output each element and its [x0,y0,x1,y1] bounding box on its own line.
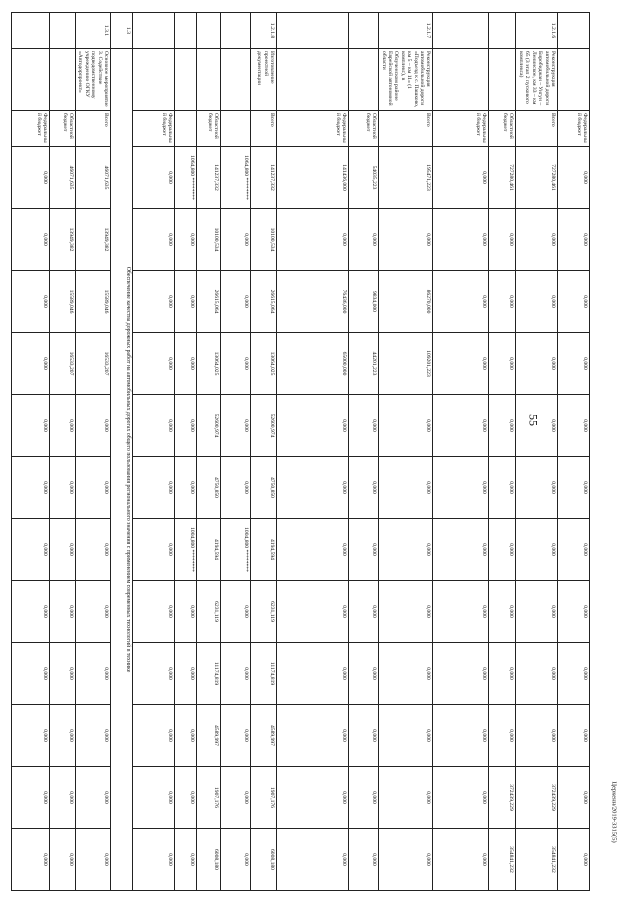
value-cell: 0,000 [175,457,197,519]
value-cell: 0,000 [349,581,379,643]
value-cell: 0,000 [558,643,590,705]
value-cell: 0,000 [11,519,49,581]
row-code [11,13,49,49]
funding-source: Областной бюджет [49,111,75,147]
value-cell: 0,000 [433,271,489,333]
value-cell: 0,000 [49,705,75,767]
value-cell: 0,000 [75,395,110,457]
value-cell: 52600,974 [251,395,277,457]
value-cell: 0,000 [175,829,197,891]
value-cell: 0,000 [379,767,433,829]
table-row [49,13,75,891]
table-row [379,13,433,891]
value-cell: 141436,000 [277,147,349,209]
value-cell: 0,000 [558,767,590,829]
row-name [11,49,49,111]
row-name: Основное мероприятие 3. Содействие подведомственному учреждению ОГКУ «Автодорпроект» [75,49,110,111]
value-cell: 0,000 [221,705,251,767]
table-row [433,13,489,891]
value-cell: 1064,800 ******** [221,147,251,209]
value-cell: 1004,800 ******** [221,519,251,581]
value-cell: 0,000 [349,643,379,705]
value-cell: 10100,534 [197,209,221,271]
value-cell: 0,000 [433,705,489,767]
value-cell: 0,000 [558,209,590,271]
value-cell: 0,000 [221,829,251,891]
value-cell: 0,000 [433,209,489,271]
row-name [221,49,251,111]
value-cell: 0,000 [379,457,433,519]
row-name [133,49,175,111]
value-cell: 0,000 [379,643,433,705]
value-cell: 0,000 [75,581,110,643]
value-cell: 9834,000 [349,271,379,333]
value-cell: 0,000 [11,333,49,395]
value-cell: 0,000 [489,457,516,519]
value-cell: 0,000 [133,705,175,767]
value-cell: 0,000 [558,457,590,519]
value-cell: 354841,232 [489,829,516,891]
row-code [349,13,379,49]
value-cell: 0,000 [558,829,590,891]
value-cell: 0,000 [516,271,558,333]
value-cell: 0,000 [516,395,558,457]
value-cell: 0,000 [558,705,590,767]
value-cell: 13064,025 [251,333,277,395]
value-cell: 54035,223 [349,147,379,209]
section-row [111,13,133,891]
value-cell: 0,000 [379,519,433,581]
row-name [277,49,349,111]
value-cell: 0,000 [175,395,197,457]
value-cell: 0,000 [133,209,175,271]
row-name [175,49,197,111]
value-cell: 354841,232 [516,829,558,891]
value-cell: 372439,229 [516,767,558,829]
value-cell: 0,000 [133,147,175,209]
value-cell: 0,000 [379,395,433,457]
value-cell: 109201,223 [379,333,433,395]
value-cell: 0,000 [433,457,489,519]
table-row [197,13,221,891]
value-cell: 0,000 [133,643,175,705]
value-cell: 0,000 [379,581,433,643]
value-cell: 0,000 [349,705,379,767]
value-cell: 0,000 [516,457,558,519]
table-row [516,13,558,891]
value-cell: 0,000 [11,643,49,705]
value-cell: 65000,000 [277,333,349,395]
funding-source: Областной бюджет [489,111,516,147]
table-row [349,13,379,891]
value-cell: 0,000 [11,767,49,829]
value-cell: 0,000 [11,457,49,519]
funding-source: Федеральный бюджет [433,111,489,147]
value-cell: 86270,000 [379,271,433,333]
value-cell: 0,000 [433,147,489,209]
value-cell: 727280,461 [489,147,516,209]
table-row [277,13,349,891]
value-cell: 0,000 [433,767,489,829]
value-cell: 76436,000 [277,271,349,333]
value-cell: 0,000 [379,209,433,271]
value-cell: 4589,997 [251,705,277,767]
value-cell: 0,000 [221,767,251,829]
value-cell: 0,000 [433,829,489,891]
row-code: 1.3.1 [75,13,110,49]
value-cell: 0,000 [49,643,75,705]
value-cell: 0,000 [277,457,349,519]
funding-source [175,111,197,147]
value-cell: 0,000 [379,829,433,891]
row-code: 1.2.1.7 [379,13,433,49]
value-cell: 0,000 [349,519,379,581]
value-cell: 0,000 [133,457,175,519]
value-cell: 0,000 [11,395,49,457]
value-cell: 0,000 [516,643,558,705]
value-cell: 4589,997 [197,705,221,767]
value-cell: 1004,800 ******** [175,519,197,581]
funding-source: Всего [516,111,558,147]
row-name [558,49,590,111]
value-cell: 0,000 [49,395,75,457]
table-row [133,13,175,891]
value-cell: 52600,974 [197,395,221,457]
value-cell: 46071,635 [75,147,110,209]
funding-source: Всего [251,111,277,147]
value-cell: 0,000 [489,271,516,333]
value-cell: 0,000 [11,271,49,333]
value-cell: 0,000 [133,333,175,395]
value-cell: 0,000 [133,271,175,333]
value-cell: 0,000 [349,395,379,457]
value-cell: 0,000 [11,829,49,891]
row-name [49,49,75,111]
value-cell: 0,000 [433,581,489,643]
value-cell: 0,000 [175,209,197,271]
value-cell: 0,000 [558,147,590,209]
value-cell: 0,000 [558,271,590,333]
value-cell: 0,000 [49,829,75,891]
value-cell: 0,000 [516,581,558,643]
budget-table [11,12,590,891]
value-cell: 0,000 [489,209,516,271]
value-cell: 0,000 [277,395,349,457]
value-cell: 6008,180 [197,829,221,891]
value-cell: 0,000 [349,457,379,519]
value-cell: 372439,229 [489,767,516,829]
value-cell: 1907,176 [197,767,221,829]
table-row [489,13,516,891]
value-cell: 0,000 [277,643,349,705]
value-cell: 0,000 [221,271,251,333]
value-cell: 13949,382 [49,209,75,271]
value-cell: 13064,025 [197,333,221,395]
value-cell: 0,000 [11,209,49,271]
value-cell: 0,000 [516,209,558,271]
row-code [133,13,175,49]
value-cell: 0,000 [516,519,558,581]
value-cell: 0,000 [277,705,349,767]
row-name: Реконструкция автомобильной дороги «Подъезд к с. Пашково, км 5 – км 11» (1 комплекс), в Облученском районе Еврейской автономной области [379,49,433,111]
table-row [11,13,49,891]
value-cell: 141237,332 [251,147,277,209]
table-row [558,13,590,891]
value-cell: 4194,594 [251,519,277,581]
value-cell: 0,000 [558,581,590,643]
funding-source: Всего [379,111,433,147]
row-name [489,49,516,111]
table-row [175,13,197,891]
value-cell: 6008,180 [251,829,277,891]
row-code: 1.3 [111,13,133,49]
funding-source [221,111,251,147]
value-cell: 0,000 [349,829,379,891]
value-cell: 0,000 [75,767,110,829]
value-cell: 0,000 [221,333,251,395]
value-cell: 0,000 [277,519,349,581]
value-cell: 26615,064 [251,271,277,333]
value-cell: 0,000 [516,333,558,395]
value-cell: 0,000 [49,581,75,643]
row-code [489,13,516,49]
table-body [11,13,589,891]
value-cell: 10100,534 [251,209,277,271]
value-cell: 727280,461 [516,147,558,209]
funding-source: Федеральный бюджет [558,111,590,147]
page-number: 55 [526,414,541,426]
row-code [197,13,221,49]
row-name [197,49,221,111]
table-row [251,13,277,891]
value-cell: 0,000 [133,519,175,581]
value-cell: 0,000 [11,705,49,767]
value-cell: 0,000 [133,581,175,643]
value-cell: 16533,207 [75,333,110,395]
value-cell: 0,000 [349,209,379,271]
value-cell: 0,000 [175,643,197,705]
table-row [221,13,251,891]
value-cell: 0,000 [133,395,175,457]
value-cell: 16533,207 [49,333,75,395]
value-cell: 0,000 [221,643,251,705]
section-title: Обеспечение качества дорожных работ на автомобильных дорогах общего пользования регионального значения с применением современных технологий в технике [111,49,133,891]
value-cell: 26615,064 [197,271,221,333]
value-cell: 0,000 [433,333,489,395]
value-cell: 0,000 [277,767,349,829]
row-code [558,13,590,49]
value-cell: 0,000 [433,395,489,457]
value-cell: 0,000 [175,333,197,395]
value-cell: 4750,850 [197,457,221,519]
row-code [277,13,349,49]
funding-source: Федеральный бюджет [11,111,49,147]
funding-source: Областной бюджет [197,111,221,147]
funding-source: Областной бюджет [349,111,379,147]
value-cell: 15589,046 [49,271,75,333]
row-code [221,13,251,49]
value-cell: 0,000 [277,829,349,891]
row-code: 1.2.1.8 [251,13,277,49]
row-name: Реконструкция автомобильной дороги Биробиджан – Унгун – Ленинское, км 33 – км 65 (3 этап 2 пускового комплекса) [516,49,558,111]
value-cell: 0,000 [175,705,197,767]
value-cell: 0,000 [379,705,433,767]
value-cell: 1907,176 [251,767,277,829]
value-cell: 0,000 [175,271,197,333]
value-cell: 0,000 [433,519,489,581]
value-cell: 0,000 [558,333,590,395]
value-cell: 0,000 [558,395,590,457]
row-code [433,13,489,49]
row-name: Изготовление проектной документации [251,49,277,111]
value-cell: 0,000 [175,581,197,643]
table-row [75,13,110,891]
value-cell: 0,000 [75,457,110,519]
value-cell: 0,000 [133,829,175,891]
value-cell: 6231,119 [197,581,221,643]
value-cell: 0,000 [489,705,516,767]
value-cell: 4194,594 [197,519,221,581]
value-cell: 0,000 [277,209,349,271]
value-cell: 0,000 [489,333,516,395]
value-cell: 141237,332 [197,147,221,209]
row-code: 1.2.1.6 [516,13,558,49]
value-cell: 0,000 [75,705,110,767]
value-cell: 0,000 [516,705,558,767]
rotated-table-wrapper [35,12,590,888]
value-cell: 6231,119 [251,581,277,643]
row-code [49,13,75,49]
value-cell: 0,000 [489,643,516,705]
value-cell: 0,000 [75,829,110,891]
row-name [433,49,489,111]
value-cell: 13949,382 [75,209,110,271]
value-cell: 0,000 [349,767,379,829]
value-cell: 0,000 [75,643,110,705]
value-cell: 44201,223 [349,333,379,395]
funding-source: Федеральный бюджет [277,111,349,147]
value-cell: 46071,635 [49,147,75,209]
value-cell: 0,000 [558,519,590,581]
value-cell: 0,000 [49,767,75,829]
value-cell: 0,000 [175,767,197,829]
row-code [175,13,197,49]
funding-source: Федеральный бюджет [133,111,175,147]
value-cell: 0,000 [11,581,49,643]
value-cell: 15589,046 [75,271,110,333]
value-cell: 11174,819 [197,643,221,705]
value-cell: 0,000 [489,519,516,581]
row-name [349,49,379,111]
value-cell: 0,000 [11,147,49,209]
value-cell: 0,000 [489,395,516,457]
footer-code: Церкенн/2019-3315(5) [610,781,618,843]
value-cell: 4750,850 [251,457,277,519]
value-cell: 0,000 [133,767,175,829]
value-cell: 0,000 [489,581,516,643]
value-cell: 0,000 [433,643,489,705]
value-cell: 0,000 [221,395,251,457]
value-cell: 0,000 [221,581,251,643]
value-cell: 1064,800 ******** [175,147,197,209]
value-cell: 195471,223 [379,147,433,209]
value-cell: 11174,819 [251,643,277,705]
value-cell: 0,000 [49,519,75,581]
value-cell: 0,000 [277,581,349,643]
value-cell: 0,000 [221,457,251,519]
funding-source: Всего [75,111,110,147]
value-cell: 0,000 [221,209,251,271]
value-cell: 0,000 [75,519,110,581]
value-cell: 0,000 [49,457,75,519]
